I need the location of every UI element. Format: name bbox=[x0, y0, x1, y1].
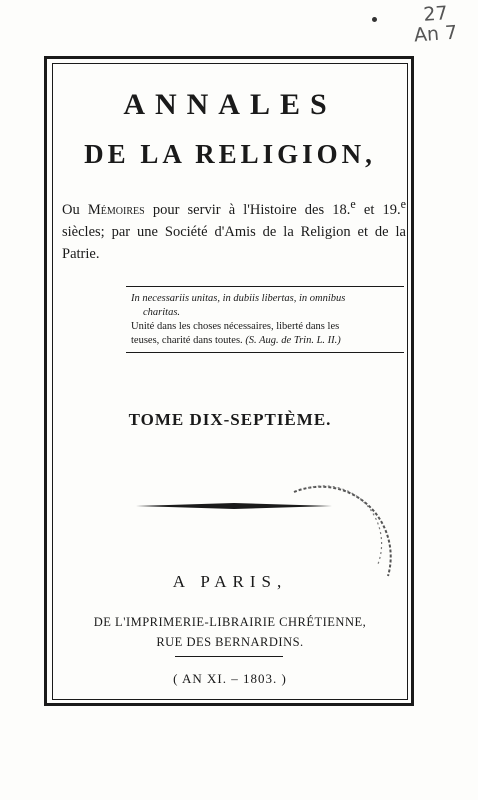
subtitle-part-3: et 19. bbox=[355, 201, 401, 218]
imprint-rule bbox=[175, 656, 283, 657]
printer-line-2: RUE DES BERNARDINS. bbox=[156, 635, 304, 649]
motto-top-rule bbox=[126, 286, 404, 287]
subtitle-part-1: Ou bbox=[62, 201, 88, 218]
shelfmark-line-1: 27 bbox=[422, 2, 449, 26]
subtitle-part-4: siècles; par une Société d'Amis de la Religion et de la Patrie. bbox=[62, 223, 406, 262]
subtitle-memoires: Mémoires bbox=[87, 201, 145, 218]
ink-dot bbox=[372, 17, 377, 22]
motto-french-line-1: Unité dans les choses nécessaires, liberté dans les bbox=[131, 321, 340, 332]
printer-line-1: DE L'IMPRIMERIE-LIBRAIRIE CHRÉTIENNE, bbox=[93, 615, 367, 629]
volume-title: TOME DIX-SEPTIÈME. bbox=[128, 410, 332, 429]
title-line-2: DE LA RELIGION, bbox=[84, 139, 376, 169]
motto-latin-line-2: charitas. bbox=[143, 307, 181, 318]
subtitle-sup-1: e bbox=[350, 197, 356, 211]
subtitle-sup-2: e bbox=[400, 197, 406, 211]
motto-latin-line-1: In necessariis unitas, in dubiis libertas, in omnibus bbox=[131, 293, 346, 304]
epigraph bbox=[131, 292, 403, 348]
shelfmark-line-2: An 7 bbox=[413, 21, 458, 47]
title-line-1: ANNALES bbox=[123, 88, 337, 121]
imprint-printer bbox=[52, 612, 408, 652]
imprint-city: A PARIS, bbox=[172, 572, 288, 591]
motto-reference: (S. Aug. de Trin. L. II.) bbox=[245, 335, 341, 346]
library-stamp bbox=[288, 472, 398, 582]
motto-bottom-rule bbox=[126, 352, 404, 353]
imprint-date: ( AN XI. – 1803. ) bbox=[173, 671, 287, 686]
handwritten-shelfmark bbox=[413, 2, 458, 47]
motto-french-line-2: teuses, charité dans toutes. bbox=[131, 335, 246, 346]
subtitle-part-2: pour servir à l'Histoire des 18. bbox=[144, 201, 351, 218]
subtitle bbox=[62, 193, 406, 265]
